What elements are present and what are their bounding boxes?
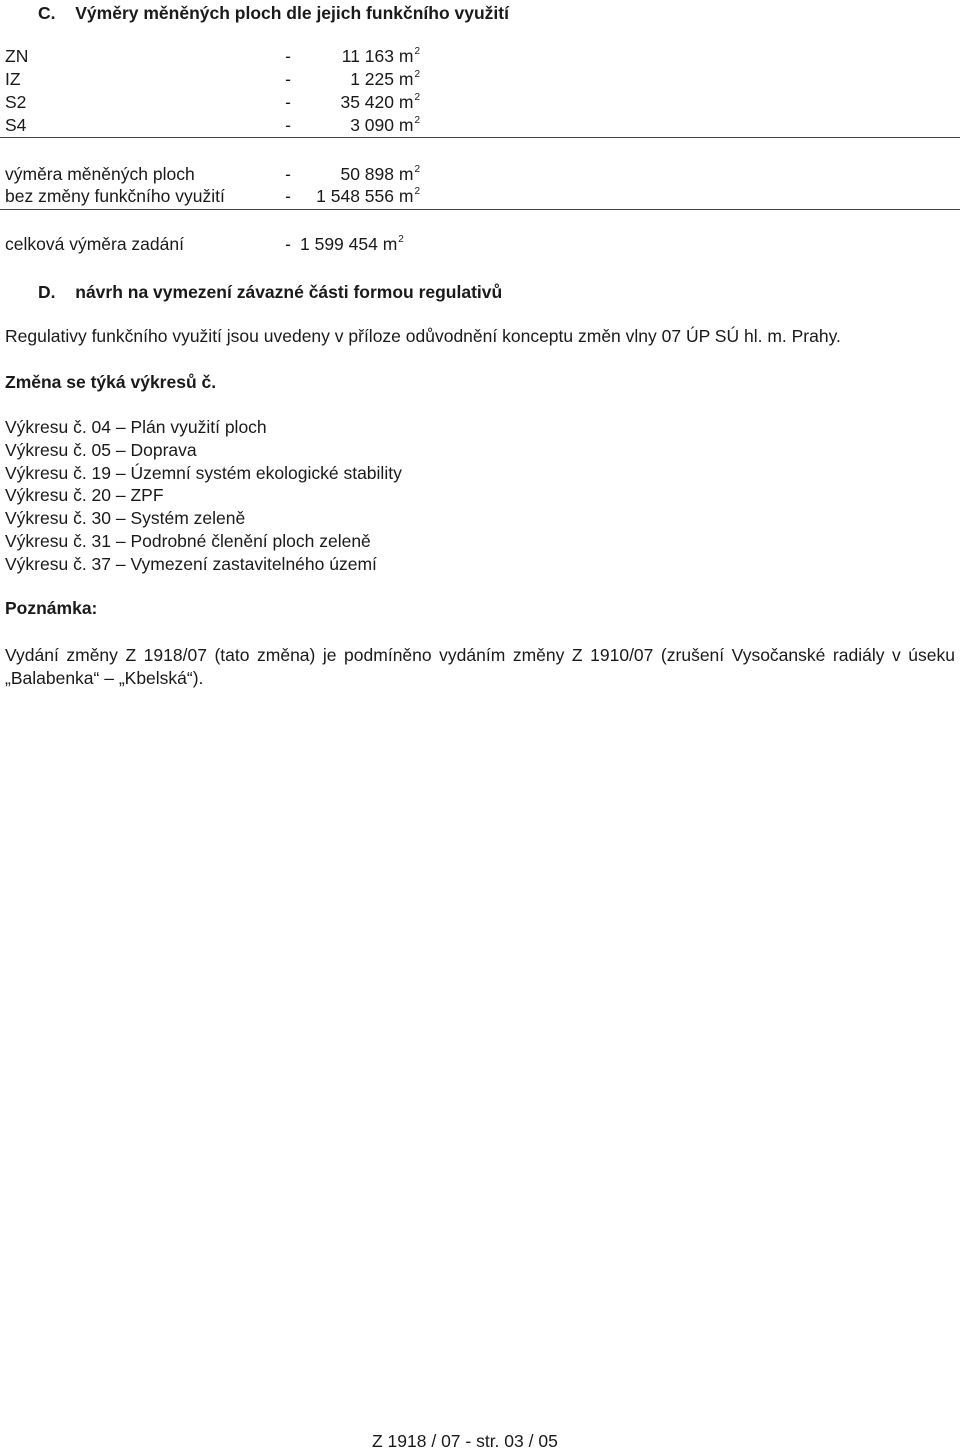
- divider: [0, 137, 960, 138]
- drawing-item: Výkresu č. 31 – Podrobné členění ploch zeleně: [5, 531, 371, 551]
- row-value: 1 548 556 $m^2$: [316, 186, 420, 206]
- drawing-item: Výkresu č. 37 – Vymezení zastavitelného území: [5, 553, 377, 574]
- note-text: Vydání změny Z 1918/07 (tato změna) je podmíněno vydáním změny Z 1910/07 (zrušení Vysočanské radiály v úseku „Balabenka“ – „Kbelská“).: [5, 645, 955, 688]
- drawing-item: Výkresu č. 05 – Doprava: [5, 439, 197, 460]
- row-dash: -: [285, 186, 291, 206]
- section-c-heading: [38, 3, 509, 24]
- drawing-item: Výkresu č. 30 – Systém zeleně: [5, 508, 246, 529]
- row-label: výměra měněných ploch: [5, 164, 195, 184]
- section-d-heading: [38, 282, 502, 303]
- row-label: S4: [5, 115, 27, 135]
- section-c-label: C.: [38, 3, 56, 23]
- total-value: 1 599 454 $m^2$: [300, 234, 404, 254]
- note-heading: Poznámka:: [5, 598, 98, 618]
- row-dash: -: [285, 69, 291, 89]
- row-label: bez změny funkčního využití: [5, 186, 225, 206]
- drawing-item: Výkresu č. 04 – Plán využití ploch: [5, 417, 267, 437]
- row-value: 3 090 $m^2$: [350, 115, 420, 135]
- total-dash: -: [285, 234, 291, 254]
- section-d-label: D.: [38, 282, 56, 302]
- row-label: IZ: [5, 69, 21, 89]
- total-row: [5, 234, 184, 255]
- regulativy-text: Regulativy funkčního využití jsou uvedeny v příloze odůvodnění konceptu změn vlny 07 ÚP SÚ hl. m. Prahy.: [5, 326, 841, 346]
- row-label: S2: [5, 92, 27, 112]
- row-dash: -: [285, 46, 291, 66]
- row-dash: -: [285, 164, 291, 184]
- row-value: 11 163 $m^2$: [341, 46, 420, 66]
- row-dash: -: [285, 92, 291, 112]
- drawing-item: Výkresu č. 19 – Územní systém ekologické stability: [5, 462, 402, 483]
- row-label: ZN: [5, 46, 29, 66]
- row-value: 1 225 $m^2$: [350, 69, 420, 89]
- drawing-item: Výkresu č. 20 – ZPF: [5, 485, 164, 506]
- drawings-heading: Změna se týká výkresů č.: [5, 372, 217, 392]
- row-value: 50 898 $m^2$: [340, 164, 420, 184]
- row-value: 35 420 $m^2$: [340, 92, 420, 112]
- section-c-title: Výměry měněných ploch dle jejich funkčního využití: [75, 3, 509, 23]
- page-footer: Z 1918 / 07 - str. 03 / 05: [372, 1431, 558, 1451]
- total-label: celková výměra zadání: [5, 234, 184, 254]
- section-d-title: návrh na vymezení závazné části formou regulativů: [75, 282, 503, 302]
- divider: [0, 209, 960, 210]
- row-dash: -: [285, 115, 291, 135]
